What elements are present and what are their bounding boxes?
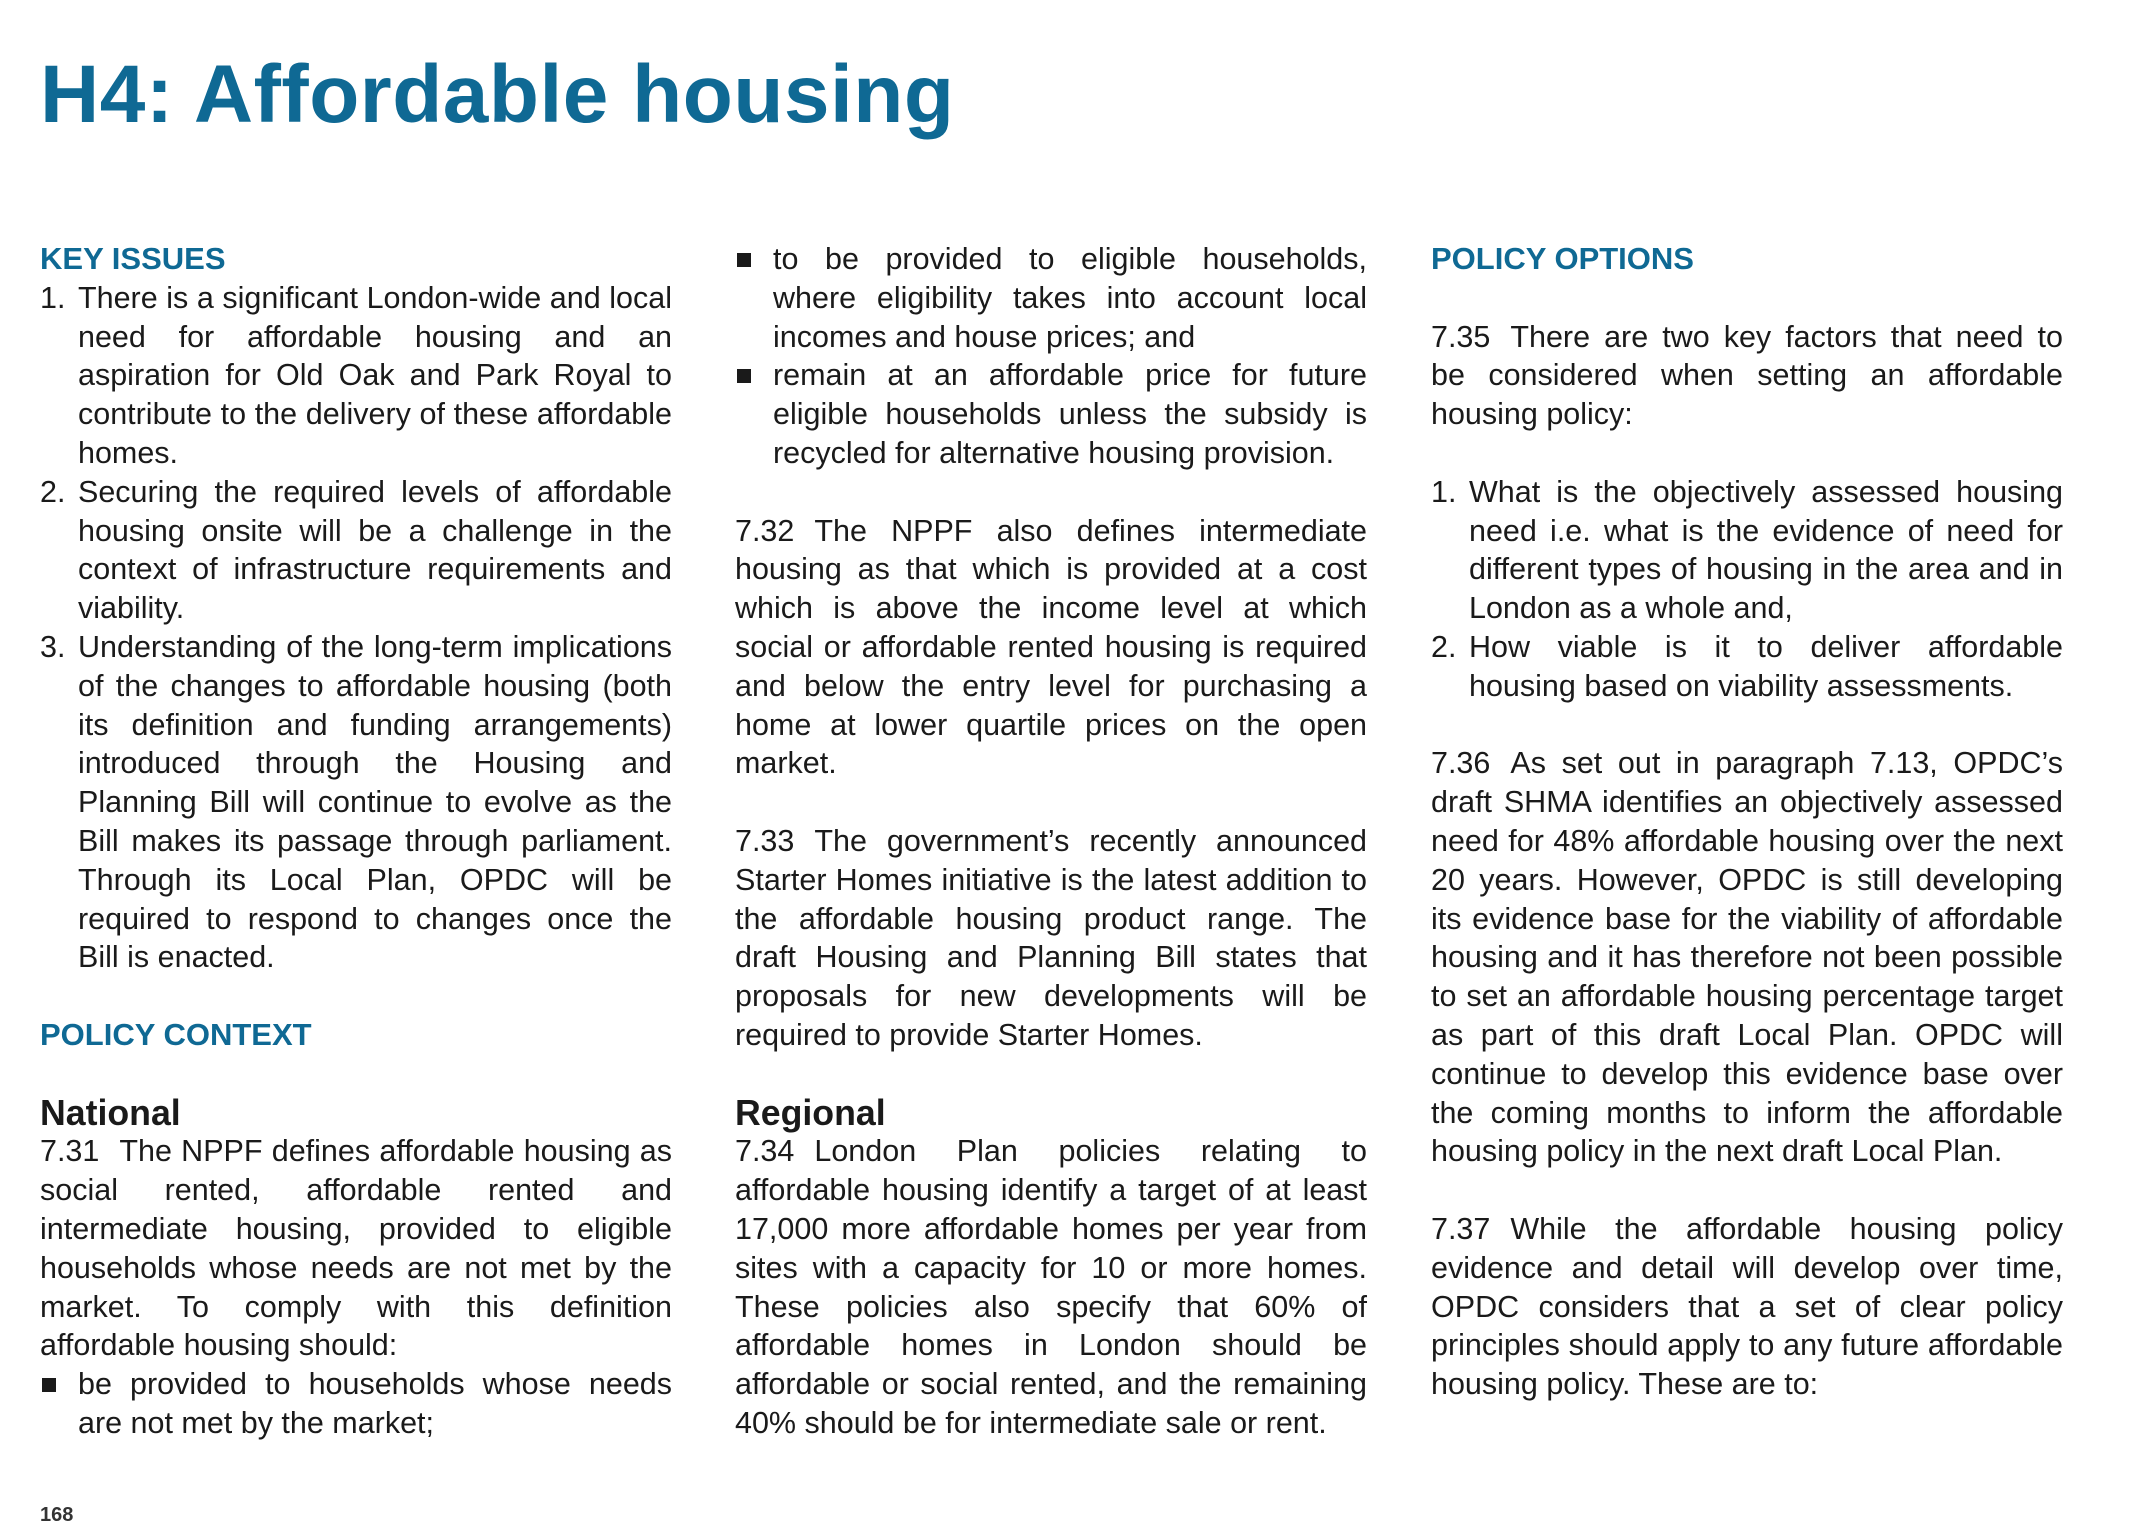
bullet-item — [735, 356, 1367, 472]
paragraph-number: 7.32 — [735, 513, 795, 548]
paragraph-text: While the affordable housing policy evidence and detail will develop over time, OPDC considers that a set of clear policy principles should apply to any future affordable housing policy. These are to: — [1431, 1211, 2063, 1402]
list-number: 1. — [1431, 474, 1457, 509]
key-issue-text: Understanding of the long-term implications of the changes to affordable housing (both its definition and funding arrangements) introduced through the Housing and Planning Bill will continue to evolve as the Bill makes its passage through parliament. Through its Local Plan, OPDC will be required to respond to changes once the Bill is enacted. — [78, 629, 672, 975]
policy-factors-list — [1431, 473, 2063, 706]
paragraph-7-33 — [735, 822, 1367, 1055]
policy-options-heading: POLICY OPTIONS — [1431, 241, 1694, 276]
regional-subheading: Regional — [735, 1092, 886, 1133]
bullet-text: remain at an affordable price for future eligible households unless the subsidy is recycled for alternative housing provision. — [773, 358, 1367, 470]
policy-factor-item — [1431, 628, 2063, 706]
paragraph-number: 7.36 — [1431, 746, 1491, 781]
policy-context-heading: POLICY CONTEXT — [40, 1016, 312, 1052]
key-issue-text: There is a significant London-wide and local need for affordable housing and an aspiration for Old Oak and Park Royal to contribute to the delivery of these affordable homes. — [78, 280, 672, 470]
policy-factor-text: How viable is it to deliver affordable housing based on viability assessments. — [1469, 629, 2063, 703]
key-issue-item — [40, 628, 672, 977]
square-bullet-icon — [737, 369, 751, 383]
column-2 — [735, 240, 1367, 1443]
paragraph-text: The government’s recently announced Starter Homes initiative is the latest addition to the affordable housing product range. The draft Housing and Planning Bill states that proposals for new developments will be required to provide Starter Homes. — [735, 823, 1367, 1052]
paragraph-number: 7.31 — [40, 1134, 100, 1169]
paragraph-text: There are two key factors that need to be considered when setting an affordable housing policy: — [1431, 319, 2063, 432]
paragraph-number: 7.33 — [735, 823, 795, 858]
paragraph-7-31 — [40, 1132, 672, 1365]
national-subheading: National — [40, 1092, 181, 1133]
bullet-text: to be provided to eligible households, where eligibility takes into account local incomes and house prices; and — [773, 242, 1367, 354]
list-number: 2. — [1431, 629, 1457, 664]
paragraph-text: The NPPF also defines intermediate housing as that which is provided at a cost which is above the income level at which social or affordable rented housing is required and below the entry level for purchasing a home at lower quartile prices on the open market. — [735, 513, 1367, 781]
list-number: 2. — [40, 474, 66, 509]
paragraph-text: As set out in paragraph 7.13, OPDC’s draft SHMA identifies an objectively assessed need for 48% affordable housing over the next 20 years. However, OPDC is still developing its evidence base for the viability of affordable housing and it has therefore not been possible to set an affordable housing percentage target as part of this draft Local Plan. OPDC will continue to develop this evidence base over the coming months to inform the affordable housing policy in the next draft Local Plan. — [1431, 746, 2063, 1169]
bullet-item — [40, 1365, 672, 1443]
paragraph-7-34 — [735, 1132, 1367, 1442]
bullet-item — [735, 240, 1367, 356]
column-3 — [1431, 240, 2063, 1404]
paragraph-7-36 — [1431, 744, 2063, 1171]
square-bullet-icon — [737, 253, 751, 267]
square-bullet-icon — [42, 1378, 56, 1392]
page-title: H4: Affordable housing — [40, 49, 955, 140]
paragraph-7-32 — [735, 512, 1367, 784]
paragraph-number: 7.34 — [735, 1134, 795, 1169]
list-number: 1. — [40, 280, 66, 315]
paragraph-text: The NPPF defines affordable housing as social rented, affordable rented and intermediate housing, provided to eligible households whose needs are not met by the market. To comply with this definition affordable housing should: — [40, 1134, 672, 1363]
paragraph-7-37 — [1431, 1210, 2063, 1404]
key-issue-item — [40, 279, 672, 473]
page-number: 168 — [40, 1504, 74, 1526]
list-number: 3. — [40, 629, 66, 664]
column-1 — [40, 240, 672, 1443]
policy-factor-item — [1431, 473, 2063, 628]
key-issues-heading: KEY ISSUES — [40, 241, 226, 276]
nppf-criteria-list-continued — [735, 240, 1367, 473]
key-issue-text: Securing the required levels of affordable housing onsite will be a challenge in the context of infrastructure requirements and viability. — [78, 474, 672, 626]
key-issues-list — [40, 279, 672, 977]
paragraph-number: 7.37 — [1431, 1211, 1491, 1246]
paragraph-text: London Plan policies relating to affordable housing identify a target of at least 17,000 more affordable homes per year from sites with a capacity for 10 or more homes. These policies also specify that 60% of affordable homes in London should be affordable or social rented, and the remaining 40% should be for intermediate sale or rent. — [735, 1134, 1367, 1440]
nppf-criteria-list — [40, 1365, 672, 1443]
paragraph-number: 7.35 — [1431, 319, 1491, 354]
bullet-text: be provided to households whose needs are not met by the market; — [78, 1367, 672, 1440]
paragraph-7-35 — [1431, 318, 2063, 434]
key-issue-item — [40, 473, 672, 628]
policy-factor-text: What is the objectively assessed housing need i.e. what is the evidence of need for different types of housing in the area and in London as a whole and, — [1469, 474, 2063, 626]
